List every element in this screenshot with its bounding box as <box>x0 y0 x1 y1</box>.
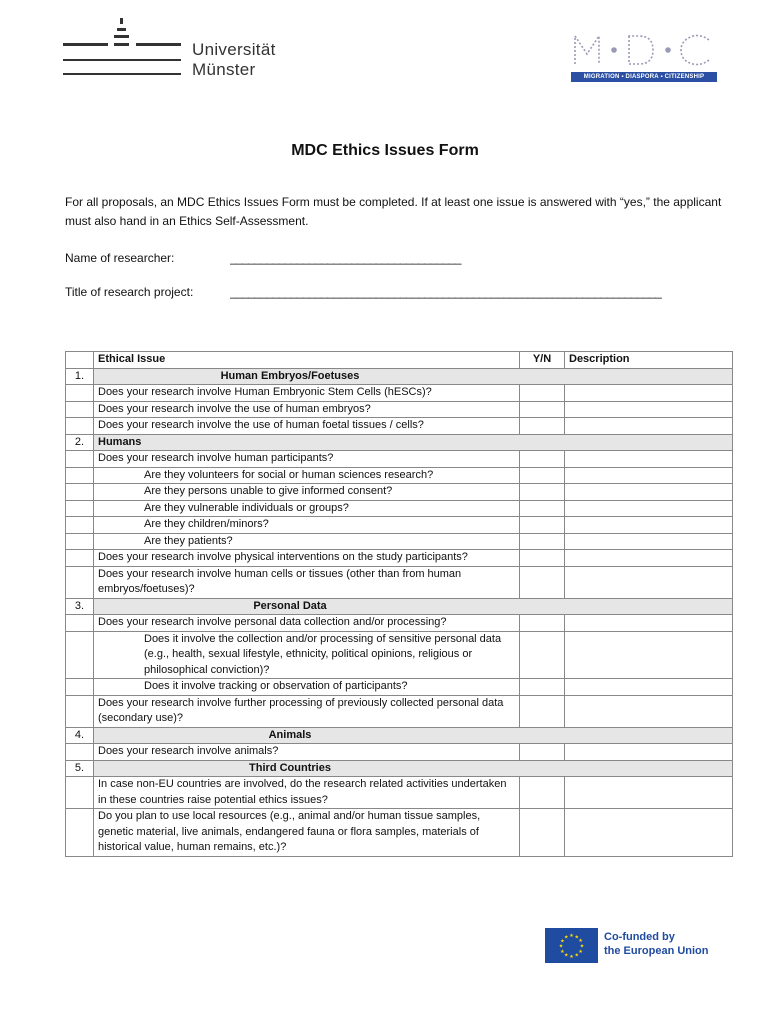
section-row <box>66 434 733 451</box>
question-row <box>66 777 733 809</box>
yn-answer-cell[interactable] <box>520 517 565 534</box>
project-field[interactable]: _______________________________________________________________________ <box>230 285 662 299</box>
section-number: 5. <box>66 760 94 777</box>
section-title <box>94 760 733 777</box>
yn-answer-cell[interactable] <box>520 500 565 517</box>
question-text: Does your research involve personal data collection and/or processing? <box>94 615 520 632</box>
section-title <box>94 727 733 744</box>
section-title <box>94 434 733 451</box>
eu-stars <box>545 928 598 963</box>
question-number-cell <box>66 451 94 468</box>
description-cell[interactable] <box>565 401 733 418</box>
section-number: 3. <box>66 598 94 615</box>
question-number-cell <box>66 550 94 567</box>
description-cell[interactable] <box>565 517 733 534</box>
eu-flag <box>545 928 598 963</box>
eu-star-icon: ★ <box>560 948 565 955</box>
eu-star-icon: ★ <box>578 938 583 945</box>
eu-star-icon: ★ <box>574 952 580 959</box>
section-title-text: Third Countries <box>249 761 331 774</box>
question-number-cell <box>66 809 94 857</box>
description-cell[interactable] <box>565 550 733 567</box>
eu-star-icon: ★ <box>579 943 585 950</box>
yn-answer-cell[interactable] <box>520 401 565 418</box>
question-number-cell <box>66 418 94 435</box>
eu-star-icon: ★ <box>569 933 574 939</box>
description-cell[interactable] <box>565 744 733 761</box>
yn-answer-cell[interactable] <box>520 695 565 727</box>
eu-star-icon: ★ <box>558 943 564 950</box>
yn-answer-cell[interactable] <box>520 631 565 679</box>
question-row <box>66 484 733 501</box>
description-cell[interactable] <box>565 695 733 727</box>
question-row <box>66 809 733 857</box>
question-text: Does your research involve animals? <box>94 744 520 761</box>
question-number-cell <box>66 631 94 679</box>
eu-star-icon: ★ <box>563 934 569 941</box>
eu-star-icon: ★ <box>560 938 565 945</box>
description-cell[interactable] <box>565 467 733 484</box>
mdc-tagline: MIGRATION ▪ DIASPORA ▪ CITIZENSHIP <box>571 72 717 82</box>
description-cell[interactable] <box>565 566 733 598</box>
mdc-logo <box>571 28 719 84</box>
question-row <box>66 418 733 435</box>
project-label: Title of research project: <box>65 285 194 299</box>
section-title <box>94 598 733 615</box>
question-row <box>66 615 733 632</box>
yn-answer-cell[interactable] <box>520 451 565 468</box>
university-logo <box>60 18 300 80</box>
question-text: Does your research involve the use of human embryos? <box>94 401 520 418</box>
question-row <box>66 401 733 418</box>
question-number-cell <box>66 615 94 632</box>
question-row <box>66 695 733 727</box>
yn-answer-cell[interactable] <box>520 566 565 598</box>
yn-answer-cell[interactable] <box>520 615 565 632</box>
researcher-label: Name of researcher: <box>65 251 175 265</box>
question-number-cell <box>66 484 94 501</box>
yn-answer-cell[interactable] <box>520 467 565 484</box>
yn-answer-cell[interactable] <box>520 484 565 501</box>
question-number-cell <box>66 517 94 534</box>
question-text: In case non-EU countries are involved, do the research related activities undertaken in these countries raise potential ethics issues? <box>94 777 520 809</box>
section-title-text: Humans <box>98 435 142 448</box>
description-cell[interactable] <box>565 418 733 435</box>
question-number-cell <box>66 744 94 761</box>
question-text: Does your research involve human cells or tissues (other than from human embryos/foetuses)? <box>94 566 520 598</box>
university-name-line1: Universität <box>192 40 276 59</box>
section-number: 2. <box>66 434 94 451</box>
university-name-line2: Münster <box>192 60 256 79</box>
header-number <box>66 352 94 369</box>
yn-answer-cell[interactable] <box>520 385 565 402</box>
page-title: MDC Ethics Issues Form <box>291 142 479 159</box>
mdc-logo-mark <box>571 28 719 70</box>
question-number-cell <box>66 777 94 809</box>
yn-answer-cell[interactable] <box>520 809 565 857</box>
question-number-cell <box>66 500 94 517</box>
question-text: Does your research involve Human Embryonic Stem Cells (hESCs)? <box>94 385 520 402</box>
question-row <box>66 467 733 484</box>
section-row <box>66 727 733 744</box>
header-description: Description <box>565 352 733 369</box>
question-text: Does it involve tracking or observation of participants? <box>94 679 520 696</box>
question-text: Does your research involve further processing of previously collected personal data (secondary use)? <box>94 695 520 727</box>
question-number-cell <box>66 679 94 696</box>
header-yn: Y/N <box>520 352 565 369</box>
question-number-cell <box>66 533 94 550</box>
description-cell[interactable] <box>565 809 733 857</box>
question-number-cell <box>66 566 94 598</box>
description-cell[interactable] <box>565 385 733 402</box>
section-number: 4. <box>66 727 94 744</box>
question-text: Does your research involve human participants? <box>94 451 520 468</box>
description-cell[interactable] <box>565 615 733 632</box>
eu-text-line1: Co-funded by <box>604 931 675 943</box>
researcher-field[interactable]: ______________________________________ <box>230 251 461 265</box>
question-text: Are they volunteers for social or human sciences research? <box>94 467 520 484</box>
yn-answer-cell[interactable] <box>520 550 565 567</box>
question-text: Are they vulnerable individuals or groups? <box>94 500 520 517</box>
question-text: Does your research involve physical interventions on the study participants? <box>94 550 520 567</box>
eu-star-icon: ★ <box>569 954 574 960</box>
question-number-cell <box>66 467 94 484</box>
description-cell[interactable] <box>565 777 733 809</box>
question-row <box>66 631 733 679</box>
description-cell[interactable] <box>565 500 733 517</box>
question-text: Are they patients? <box>94 533 520 550</box>
question-row <box>66 451 733 468</box>
eu-text-line2: the European Union <box>604 944 709 957</box>
section-row <box>66 598 733 615</box>
question-row <box>66 744 733 761</box>
eu-funding-logo <box>545 928 725 964</box>
question-row <box>66 679 733 696</box>
description-cell[interactable] <box>565 631 733 679</box>
section-number: 1. <box>66 368 94 385</box>
question-row <box>66 517 733 534</box>
ethics-table <box>65 351 733 857</box>
question-row <box>66 500 733 517</box>
table-header-row <box>66 352 733 369</box>
question-text: Are they children/minors? <box>94 517 520 534</box>
yn-answer-cell[interactable] <box>520 679 565 696</box>
yn-answer-cell[interactable] <box>520 777 565 809</box>
description-cell[interactable] <box>565 679 733 696</box>
university-logo-mark <box>60 18 190 80</box>
header-ethical-issue: Ethical Issue <box>94 352 520 369</box>
yn-answer-cell[interactable] <box>520 744 565 761</box>
question-number-cell <box>66 695 94 727</box>
question-row <box>66 533 733 550</box>
section-title-text: Personal Data <box>253 599 327 612</box>
yn-answer-cell[interactable] <box>520 533 565 550</box>
eu-star-icon: ★ <box>578 948 583 955</box>
section-row <box>66 368 733 385</box>
intro-text: For all proposals, an MDC Ethics Issues Form must be completed. If at least one issue is answered with “yes,” the applicant must also hand in an Ethics Self-Assessment. <box>65 195 722 228</box>
question-number-cell <box>66 401 94 418</box>
question-row <box>66 550 733 567</box>
description-cell[interactable] <box>565 533 733 550</box>
question-text: Does it involve the collection and/or processing of sensitive personal data (e.g., health, sexual lifestyle, ethnicity, political opinions, religious or philosophical conviction)? <box>94 631 520 679</box>
question-row <box>66 566 733 598</box>
section-row <box>66 760 733 777</box>
eu-star-icon: ★ <box>564 952 569 959</box>
section-title <box>94 368 733 385</box>
question-number-cell <box>66 385 94 402</box>
section-title-text: Human Embryos/Foetuses <box>220 369 360 382</box>
description-cell[interactable] <box>565 484 733 501</box>
eu-star-icon: ★ <box>574 934 580 941</box>
question-row <box>66 385 733 402</box>
description-cell[interactable] <box>565 451 733 468</box>
question-text: Do you plan to use local resources (e.g., animal and/or human tissue samples, genetic material, live animals, endangered fauna or flora samples, materials of historical value, human remains, etc.)? <box>94 809 520 857</box>
section-title-text: Animals <box>268 728 312 741</box>
question-text: Are they persons unable to give informed consent? <box>94 484 520 501</box>
question-text: Does your research involve the use of human foetal tissues / cells? <box>94 418 520 435</box>
yn-answer-cell[interactable] <box>520 418 565 435</box>
